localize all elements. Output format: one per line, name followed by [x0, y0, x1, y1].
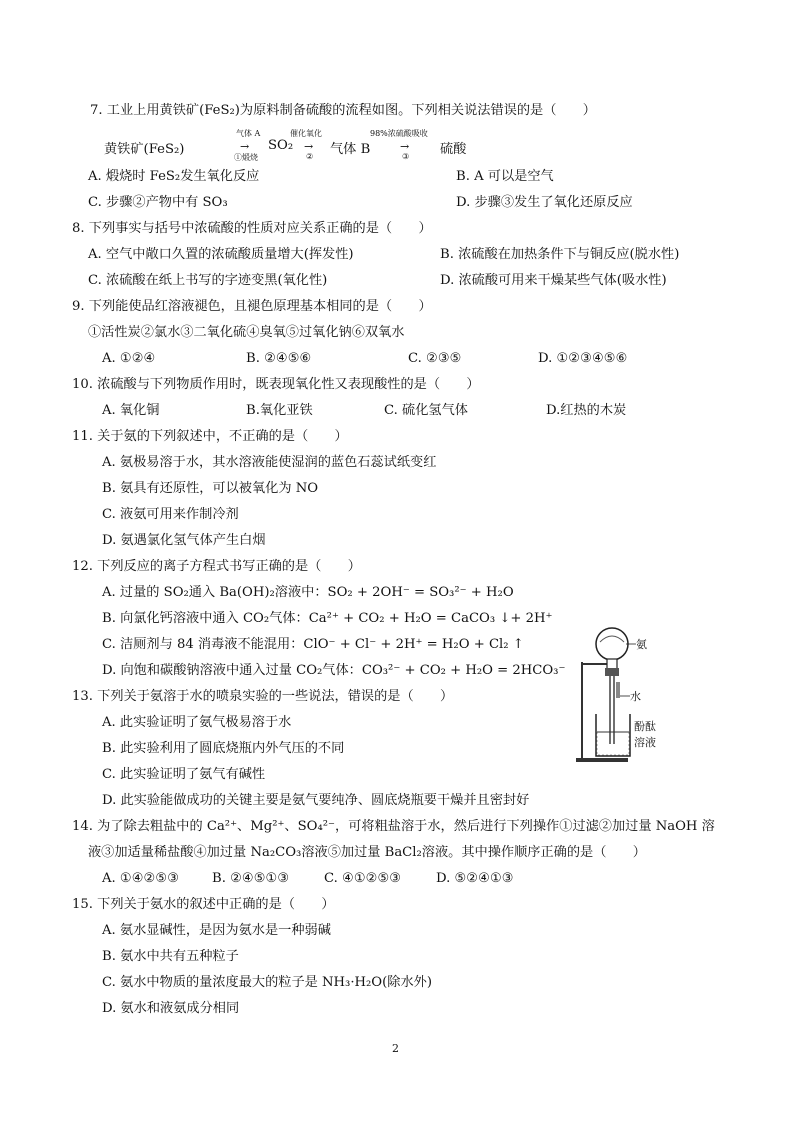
q15-option-c: C. 氨水中物质的量浓度最大的粒子是 NH₃·H₂O(除水外) — [102, 975, 432, 990]
q9-option-c: C. ②③⑤ — [408, 351, 462, 366]
q11-option-d: D. 氨遇氯化氢气体产生白烟 — [102, 533, 266, 548]
scheme-arrow3-bottom: ③ — [402, 152, 410, 161]
q12-option-b: B. 向氯化钙溶液中通入 CO₂气体：Ca²⁺ + CO₂ + H₂O = CaCO₃ ↓+ 2H⁺ — [102, 611, 553, 626]
q11-option-b: B. 氨具有还原性，可以被氧化为 NO — [102, 481, 319, 496]
q15-option-b: B. 氨水中共有五种粒子 — [102, 949, 239, 964]
q8-option-c: C. 浓硫酸在纸上书写的字迹变黑(氧化性) — [88, 273, 328, 288]
rubber-stopper — [605, 668, 619, 676]
q11-stem: 11. 关于氨的下列叙述中，不正确的是（ ） — [72, 429, 348, 444]
q8-option-b: B. 浓硫酸在加热条件下与铜反应(脱水性) — [440, 247, 680, 262]
q7-option-d: D. 步骤③发生了氧化还原反应 — [456, 195, 633, 210]
fountain-experiment-figure — [572, 622, 668, 764]
q9-option-a: A. ①②④ — [102, 351, 156, 366]
scheme-arrow1-bottom: ①煅烧 — [234, 153, 258, 162]
round-bottom-flask — [596, 628, 628, 660]
q13-stem: 13. 下列关于氨溶于水的喷泉实验的一些说法，错误的是（ ） — [72, 689, 454, 704]
q12-option-c: C. 洁厕剂与 84 消毒液不能混用：ClO⁻ + Cl⁻ + 2H⁺ = H₂O + Cl₂ ↑ — [102, 637, 524, 652]
solution-level — [597, 732, 629, 755]
q12-option-d: D. 向饱和碳酸钠溶液中通入过量 CO₂气体：CO₃²⁻ + CO₂ + H₂O = 2HCO₃⁻ — [102, 663, 566, 678]
q10-stem: 10. 浓硫酸与下列物质作用时，既表现氧化性又表现酸性的是（ ） — [72, 377, 480, 392]
q11-option-a: A. 氨极易溶于水，其水溶液能使湿润的蓝色石蕊试纸变红 — [102, 455, 437, 470]
scheme-arrow2-bottom: ② — [306, 152, 314, 161]
q10-option-b: B.氧化亚铁 — [246, 403, 313, 418]
q14-option-d: D. ⑤②④①③ — [436, 871, 514, 886]
fountain-spray — [600, 636, 624, 642]
q15-option-a: A. 氨水显碱性，是因为氨水是一种弱碱 — [102, 923, 331, 938]
scheme-arrow1-top: 气体 A — [236, 129, 261, 138]
q14-option-a: A. ①④②⑤③ — [102, 871, 180, 886]
arrow-icon: → — [304, 140, 314, 153]
scheme-end: 硫酸 — [440, 142, 467, 157]
q9-option-d: D. ①②③④⑤⑥ — [538, 351, 628, 366]
q12-stem: 12. 下列反应的离子方程式书写正确的是（ ） — [72, 559, 361, 574]
q7-option-c: C. 步骤②产物中有 SO₃ — [88, 195, 228, 210]
scheme-mid2: 气体 B — [330, 142, 371, 157]
arrow-icon: → — [400, 140, 410, 153]
stand-base — [576, 758, 628, 762]
q12-option-a: A. 过量的 SO₂通入 Ba(OH)₂溶液中：SO₂ + 2OH⁻ = SO₃²⁻ + H₂O — [102, 585, 514, 600]
q7-option-a: A. 煅烧时 FeS₂发生氧化反应 — [88, 169, 260, 184]
label-solution-2: 溶液 — [634, 736, 656, 749]
flask-neck — [607, 659, 617, 669]
q13-option-c: C. 此实验证明了氨气有碱性 — [102, 767, 266, 782]
scheme-mid1: SO₂ — [268, 138, 294, 153]
q7-option-b: B. A 可以是空气 — [456, 169, 554, 184]
dropper — [616, 682, 620, 698]
beaker — [596, 714, 630, 756]
q14-option-c: C. ④①②⑤③ — [324, 871, 402, 886]
q14-stem-line1: 14. 为了除去粗盐中的 Ca²⁺、Mg²⁺、SO₄²⁻，可将粗盐溶于水，然后进行下列操作①过滤②加过量 NaOH 溶 — [72, 819, 715, 834]
q15-stem: 15. 下列关于氨水的叙述中正确的是（ ） — [72, 897, 335, 912]
q7-stem: 7. 工业上用黄铁矿(FeS₂)为原料制备硫酸的流程如图。下列相关说法错误的是（ ） — [90, 103, 596, 118]
q14-option-b: B. ②④⑤①③ — [212, 871, 290, 886]
scheme-start: 黄铁矿(FeS₂) — [104, 142, 185, 157]
label-solution-1: 酚酞 — [634, 720, 656, 733]
q8-stem: 8. 下列事实与括号中浓硫酸的性质对应关系正确的是（ ） — [72, 221, 432, 236]
q14-stem-line2: 液③加适量稀盐酸④加过量 Na₂CO₃溶液⑤加过量 BaCl₂溶液。其中操作顺序正确的是（ ） — [88, 845, 646, 860]
q15-option-d: D. 氨水和液氨成分相同 — [102, 1001, 240, 1016]
q10-option-c: C. 硫化氢气体 — [384, 403, 468, 418]
scheme-arrow3-top: 98%浓硫酸吸收 — [370, 129, 428, 138]
q9-option-b: B. ②④⑤⑥ — [246, 351, 312, 366]
arrow-icon: → — [240, 140, 250, 153]
q9-items: ①活性炭②氯水③二氧化硫④臭氧⑤过氧化钠⑥双氧水 — [88, 325, 405, 340]
q7-flow-scheme — [104, 128, 564, 168]
q8-option-a: A. 空气中敞口久置的浓硫酸质量增大(挥发性) — [88, 247, 354, 262]
q8-option-d: D. 浓硫酸可用来干燥某些气体(吸水性) — [440, 273, 667, 288]
label-water: 水 — [630, 690, 641, 703]
q13-option-b: B. 此实验利用了圆底烧瓶内外气压的不同 — [102, 741, 345, 756]
scheme-arrow2-top: 催化氧化 — [290, 129, 322, 138]
q10-option-a: A. 氧化铜 — [102, 403, 160, 418]
q11-option-c: C. 液氨可用来作制冷剂 — [102, 507, 239, 522]
q9-stem: 9. 下列能使品红溶液褪色，且褪色原理基本相同的是（ ） — [72, 299, 432, 314]
q10-option-d: D.红热的木炭 — [546, 403, 627, 418]
q13-option-a: A. 此实验证明了氨气极易溶于水 — [102, 715, 292, 730]
q13-option-d: D. 此实验能做成功的关键主要是氨气要纯净、圆底烧瓶要干燥并且密封好 — [102, 793, 530, 808]
page-number: 2 — [392, 1042, 399, 1055]
label-gas: 氨 — [636, 638, 647, 651]
